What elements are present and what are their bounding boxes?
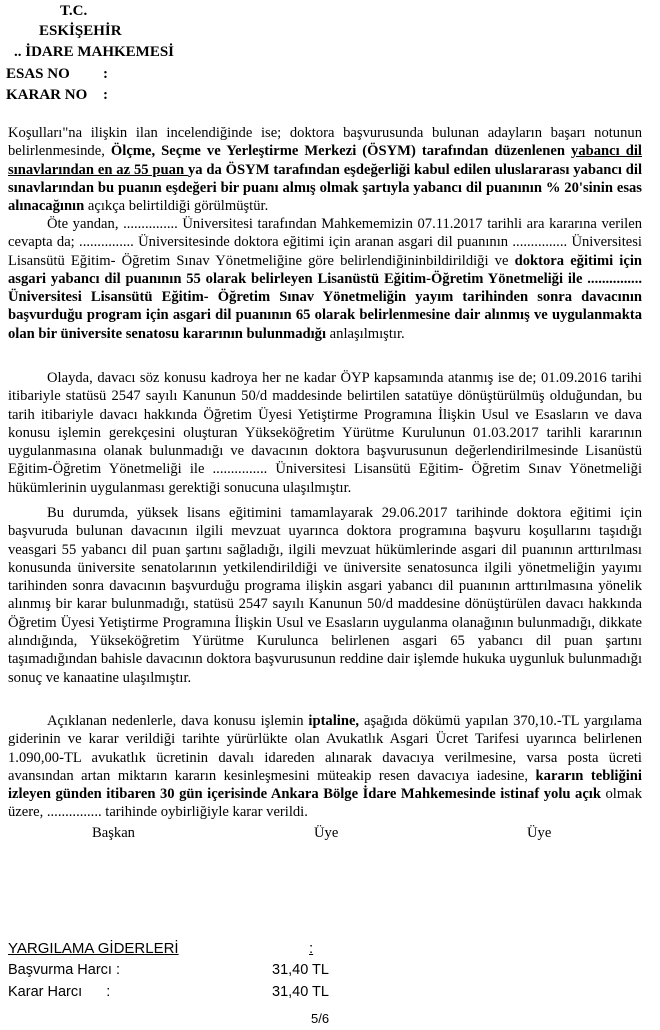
p2-text-1: Öte yandan, ............... Üniversitesi tarafından Mahkememizin 07.11.2017 tarihli ara kararına verilen cevapta da; ............... Üniversitesinde doktora eğitimi için aranan asgari dil puanının ............... Üniversitesi Lisansütü Eğitim- Öğretim Sınav Yönetmeliğine göre belirlendiğininbildirildiği ve [8, 216, 642, 269]
paragraph-3 [8, 369, 642, 497]
signature-uye-1: Üye [314, 825, 339, 841]
signature-uye-2: Üye [527, 825, 552, 841]
paragraph-1 [8, 124, 642, 215]
p5-text-1: Açıklanan nedenlerle, dava konusu işlemin [47, 713, 309, 729]
esas-no-label: ESAS NO [6, 66, 70, 82]
expense-row-value: 31,40 TL [272, 962, 329, 978]
p1-bold-1: Ölçme, Seçme ve Yerleştirme Merkezi (ÖSYM) tarafından düzenlenen [110, 143, 572, 160]
p4-text: Bu durumda, yüksek lisans eğitimini tamamlayarak 29.06.2017 tarihinde doktora eğitimi için başvuruda bulunan davacının ilgili mevzuat uyarınca doktora programına başvuru koşullarını taşıdığı veasgari 55 yabancı dil puan şartını sağladığı, ilgili mevzuat hükümlerinde asgari dil puanının arttırılması konusunda üniversite senatolarının yetkilendirildiği ve üniversite senatosunca ilgili yönetmeliğin yayımı tarihinden sonra davacının başvurduğu programa ilişkin asgari yabancı dil puanının arttırılmasına yönelik alınmış bir karar bulunmadığı, statüsü 2547 sayılı Kanunun 50/d maddesine dönüştürülen davacı hakkında Öğretim Üyesi Yetiştirme Programına İlişkin Usul ve Esasların uygulanma olanağının bulunmadığı, dikkate alındığında, Yükseköğretim Yürütme Kurulunca belirlenen asgari 65 yabancı dil puan şartını taşımadığından bahisle davacının doktora başvurusunun reddine dair işlemde hukuka uygunluk bulunmadığı sonuç ve kanaatine ulaşılmıştır. [8, 505, 642, 686]
p2-bold: doktora eğitimi için asgari yabancı dil puanının 55 olarak belirleyen Lisanüstü Eğitim-Öğretim Yönetmeliği ile ............... Üniversitesi Lisansütü Eğitim- Öğretim Sınav Yönetmeliğin yayım tarihinden sonra davacının başvurduğu program için asgari dil puanının 65 olarak belirlenmesine dair alınmış ve uygulanmakta olan bir üniversite senatosu kararının bulunmadığı [8, 252, 642, 342]
header-city: ESKİŞEHİR [39, 23, 122, 39]
expense-row-label: Karar Harcı : [8, 984, 111, 1000]
expenses-title: YARGILAMA GİDERLERİ [8, 940, 179, 957]
paragraph-4 [8, 504, 642, 687]
page-number: 5/6 [311, 1011, 330, 1026]
p5-text-3: olmak üzere, ............... tarihinde oybirliğiyle karar verildi. [8, 786, 642, 821]
signature-baskan: Başkan [92, 825, 135, 841]
paragraph-2 [8, 215, 642, 343]
p5-bold-1: iptaline, [308, 713, 360, 729]
paragraph-5 [8, 712, 642, 822]
karar-no-colon: : [103, 87, 108, 103]
p1-text-2: açıkça belirtildiği görülmüştür. [84, 198, 269, 215]
p5-bold-2: kararın tebliğini izleyen günden itibaren 30 gün içerisinde Ankara Bölge İdare Mahkemesinde istinaf yolu açık [8, 767, 642, 803]
p2-text-2: anlaşılmıştır. [326, 325, 405, 342]
header-court: .. İDARE MAHKEMESİ [14, 44, 175, 60]
esas-no-colon: : [103, 66, 108, 82]
karar-no-label: KARAR NO [6, 87, 88, 103]
p5-text-2: aşağıda dökümü yapılan 370,10.-TL yargılama giderinin ve karar verildiği tarihte yürürlükte olan Avukatlık Asgari Ücret Tarifesi uyarınca belirlenen 1.090,00-TL avukatlık ücretinin davalı idareden alınarak davacıya verilmesine, varsa posta ücreti avansından artan miktarın kararın kesinleşmesini müteakip resen davacıya iadesine, [8, 713, 642, 784]
p1-bold-2: ya da ÖSYM tarafından eşdeğerliği kabul edilen uluslararası yabancı dil sınavlarından bu puanın eşdeğeri bir puanı almış olmak şartıyla yabancı dil puanının % 20'sinin esas alınacağının [8, 161, 642, 215]
expense-row-label: Başvurma Harcı : [8, 962, 120, 978]
header-tc: T.C. [60, 3, 88, 19]
expense-row-value: 31,40 TL [272, 984, 329, 1000]
p3-text: Olayda, davacı söz konusu kadroya her ne kadar ÖYP kapsamında atanmış ise de; 01.09.2016 tarihi itibariyle statüsü 2547 sayılı Kanunun 50/d maddesinde belirtilen satatüye dönüştürülmüş olduğundan, bu tarih itibariyle davacı hakkında Öğretim Üyesi Yetiştirme Programına İlişkin Usul ve Esasların ve dava konusu işlemin gerekçesini oluşturan Yükseköğretim Yürütme Kurulunun 01.03.2017 tarihli kararının uygulanmasına olanak bulunmadığı ve davacının doktora başvurusunun değerlendirilmesinde Lisanüstü Eğitim-Öğretim Yönetmeliği ile ............... Üniversitesi Lisansütü Eğitim- Öğretim Sınav Yönetmeliği hükümlerinin uygulanması gerektiği sonucuna ulaşılmıştır. [8, 370, 642, 496]
p1-bold-underline: yabancı dil sınavlarından en az 55 puan [8, 143, 642, 178]
expenses-colon: : [309, 940, 314, 957]
p1-text-1: Koşulları"na ilişkin ilan incelendiğinde ise; doktora başvurusunda bulunan adayların başarı notunun belirlenmesinde, [8, 125, 642, 160]
